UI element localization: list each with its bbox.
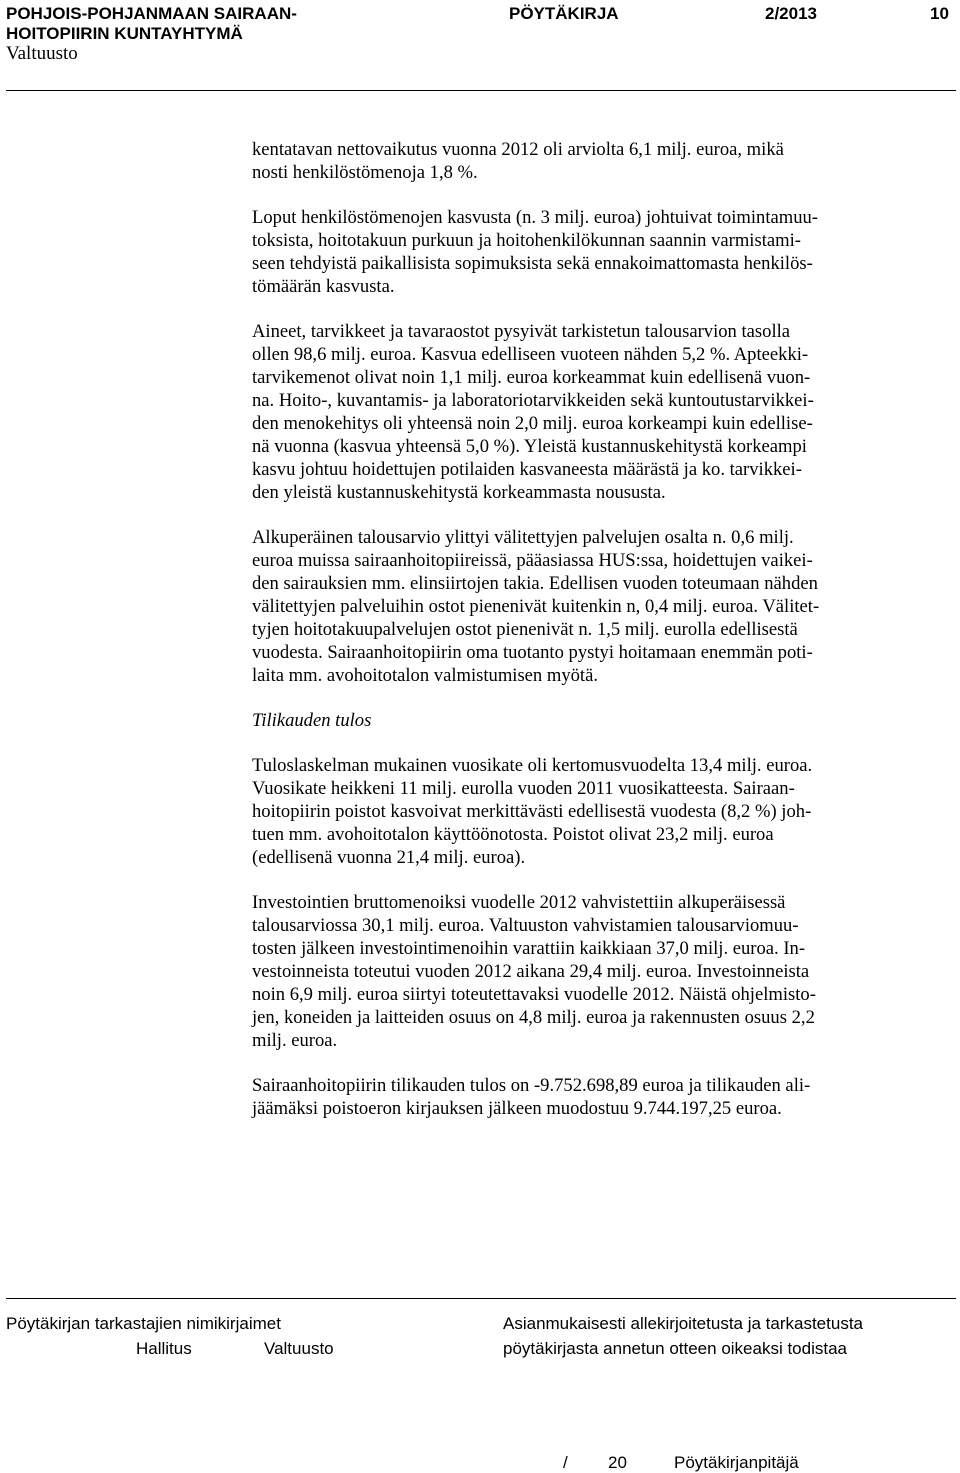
minutes-keeper-label: Pöytäkirjanpitäjä — [674, 1453, 799, 1472]
paragraph: Aineet, tarvikkeet ja tavaraostot pysyivät tarkistetun talousarvion tasolla ollen 98,6 milj. euroa. Kasvua edelliseen vuoteen nähden 5,2 %. Apteekki- tarvikemenot olivat noin 1,1 milj. euroa korkeammat kuin edellisenä vuon- na. Hoito-, kuvantamis- ja laboratoriotarvikkeiden sekä kuntoutustarvikkei- den menokehitys oli yhteensä noin 2,0 milj. euroa korkeampi kuin edellise- nä vuonna (kasvua yhteensä 5,0 %). Yleistä kustannuskehitystä korkeampi kasvu johtuu hoidettujen potilaiden kasvaneesta määrästä ja ko. tarvikkei- den yleistä kustannuskehitystä korkeammasta noususta. — [252, 321, 814, 503]
document-number: 2/2013 — [765, 4, 817, 23]
paragraph: kentatavan nettovaikutus vuonna 2012 oli arviolta 6,1 milj. euroa, mikä nosti henkilöstömenoja 1,8 %. — [252, 139, 784, 183]
paragraph: Investointien bruttomenoiksi vuodelle 2012 vahvistettiin alkuperäisessä talousarviossa 30,1 milj. euroa. Valtuuston vahvistamien talousarviomuu- tosten jälkeen investointimenoihin varattiin kaikkiaan 37,0 milj. euroa. In- vestoinneista toteutui vuoden 2012 aikana 29,4 milj. euroa. Investoinneista noin 6,9 milj. euroa siirtyi toteutettavaksi vuodelle 2012. Näistä ohjelmisto- jen, koneiden ja laitteiden osuus on 4,8 milj. euroa ja rakennusten osuus 2,2 milj. euroa. — [252, 892, 816, 1051]
paragraph: Sairaanhoitopiirin tilikauden tulos on -9.752.698,89 euroa ja tilikauden ali- jäämäksi poistoeron kirjauksen jälkeen muodostuu 9.744.197,25 euroa. — [252, 1075, 811, 1119]
initials-label: Pöytäkirjan tarkastajien nimikirjaimet — [6, 1314, 281, 1333]
date-separator: / — [563, 1453, 568, 1472]
document-title: PÖYTÄKIRJA — [509, 4, 619, 23]
paragraph: Tuloslaskelman mukainen vuosikate oli kertomusvuodelta 13,4 milj. euroa. Vuosikate heikkeni 11 milj. eurolla vuoden 2011 vuosikatteesta. Sairaan- hoitopiirin poistot kasvoivat merkittävästi edellisestä vuodesta (8,2 %) joh- tuen mm. avohoitotalon käyttöönotosta. Poistot olivat 23,2 milj. euroa (edellisenä vuonna 21,4 milj. euroa). — [252, 755, 813, 868]
header-divider — [6, 90, 956, 91]
decision-body: Valtuusto — [6, 43, 78, 64]
document-body — [252, 138, 952, 1142]
date-year: 20 — [608, 1453, 627, 1472]
page-number: 10 — [930, 4, 949, 23]
initials-board: Hallitus — [136, 1339, 192, 1358]
initials-council: Valtuusto — [264, 1339, 334, 1358]
section-heading: Tilikauden tulos — [252, 710, 372, 731]
certification-line2: pöytäkirjasta annetun otteen oikeaksi todistaa — [503, 1339, 848, 1358]
footer-divider — [6, 1298, 956, 1299]
paragraph: Loput henkilöstömenojen kasvusta (n. 3 milj. euroa) johtuivat toimintamuu- toksista, hoitotakuun purkuun ja hoitohenkilökunnan saannin varmistami- seen tehdyistä paikallisista sopimuksista sekä ennakoimattomasta henkilös- tömäärän kasvusta. — [252, 207, 818, 297]
organization-name-line1: POHJOIS-POHJANMAAN SAIRAAN- — [6, 4, 297, 23]
certification-line1: Asianmukaisesti allekirjoitetusta ja tarkastetusta — [503, 1314, 863, 1333]
paragraph: Alkuperäinen talousarvio ylittyi välitettyjen palvelujen osalta n. 0,6 milj. euroa muissa sairaanhoitopiireissä, pääasiassa HUS:ssa, hoidettujen vaikei- den sairauksien mm. elinsiirtojen takia. Edellisen vuoden toteumaan nähden välitettyjen palveluihin ostot pienenivät kuitenkin n, 0,4 milj. euroa. Välitet- tyjen hoitotakuupalvelujen ostot pienenivät n. 1,5 milj. eurolla edellisestä vuodesta. Sairaanhoitopiirin oma tuotanto pystyi hoitamaan enemmän poti- laita mm. avohoitotalon valmistumisen myötä. — [252, 527, 820, 686]
organization-name-line2: HOITOPIIRIN KUNTAYHTYMÄ — [6, 24, 243, 43]
page-footer — [0, 1298, 960, 1473]
